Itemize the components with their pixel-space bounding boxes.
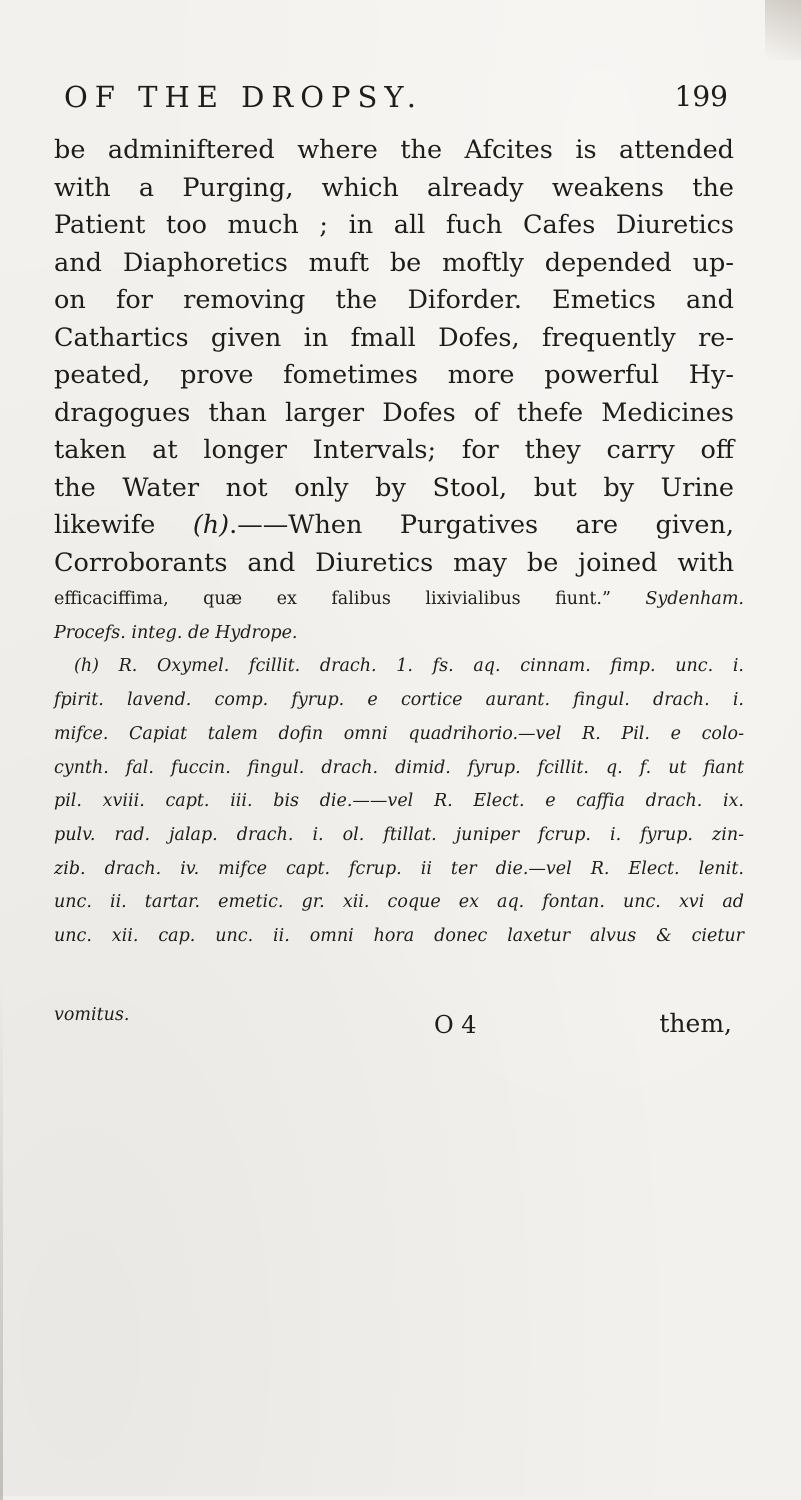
footnote-h-line: mifce. Capiat talem dofin omni quadrihorio.—vel R. Pil. e colo-: [54, 723, 744, 744]
text-fragment: likewife: [54, 510, 193, 540]
signature-mark: O 4: [434, 1011, 477, 1039]
text-line: Corroborants and Diuretics may be joined with: [54, 547, 734, 578]
footnote-h-line: pulv. rad. jalap. drach. i. ol. ftillat. juniper fcrup. i. fyrup. zin-: [54, 824, 744, 845]
footnote-h-line: zib. drach. iv. mifce capt. fcrup. ii ter die.—vel R. Elect. lenit.: [54, 858, 744, 879]
page-number: 199: [674, 80, 728, 113]
text-line: peated, prove fometimes more powerful Hy-: [54, 360, 734, 390]
footnote-h-line: unc. ii. tartar. emetic. gr. xii. coque ex aq. fontan. unc. xvi ad: [54, 892, 744, 913]
catchword: them,: [659, 1009, 732, 1038]
text-line-with-footnote-ref: [54, 507, 734, 545]
page-left-edge-shadow: [0, 980, 3, 1500]
footnote-g-author: Sydenham.: [645, 589, 744, 609]
footnote-h-line: cynth. fal. fuccin. fingul. drach. dimid. fyrup. fcillit. q. f. ut fiant: [54, 757, 744, 778]
text-line: and Diaphoretics muft be moftly depended up-: [54, 247, 734, 278]
footnote-h-line: pil. xviii. capt. iii. bis die.——vel R. Elect. e caffia drach. ix.: [54, 791, 744, 812]
footnote-h-last-line: vomitus.: [54, 1005, 130, 1025]
text-line: the Water not only by Stool, but by Urine: [54, 472, 734, 503]
text-line: Cathartics given in fmall Dofes, frequently re-: [54, 322, 734, 353]
footnote-h-line: (h) R. Oxymel. fcillit. drach. 1. fs. aq. cinnam. fimp. unc. i.: [74, 656, 744, 677]
page-corner-damage: [765, 0, 801, 60]
text-line: dragogues than larger Dofes of thefe Medicines: [54, 397, 734, 428]
footnote-h-line: unc. xii. cap. unc. ii. omni hora donec laxetur alvus & cietur: [54, 926, 744, 947]
text-line: with a Purging, which already weakens the: [54, 172, 734, 203]
text-line: Patient too much ; in all fuch Cafes Diuretics: [54, 210, 734, 240]
text-line: on for removing the Diforder. Emetics and: [54, 285, 734, 315]
text-line: taken at longer Intervals; for they carry off: [54, 435, 734, 465]
footnote-g-text: efficaciffima, quæ ex falibus lixivialibus fiunt.”: [54, 589, 611, 609]
footnote-g-line: [54, 583, 744, 617]
text-line: be adminiftered where the Afcites is attended: [54, 135, 734, 165]
footnote-reference-h[interactable]: (h): [192, 510, 230, 540]
page-footer: [54, 1005, 744, 1045]
running-head: OF THE DROPSY.: [64, 80, 423, 114]
footnotes: [54, 583, 744, 954]
footnote-h-line: fpirit. lavend. comp. fyrup. e cortice aurant. fingul. drach. i.: [54, 690, 744, 711]
page-header: [64, 80, 728, 124]
footnote-g-source: Procefs. integ. de Hydrope.: [54, 622, 298, 643]
main-text: [54, 132, 734, 582]
text-fragment: .——When Purgatives are given,: [229, 510, 734, 540]
